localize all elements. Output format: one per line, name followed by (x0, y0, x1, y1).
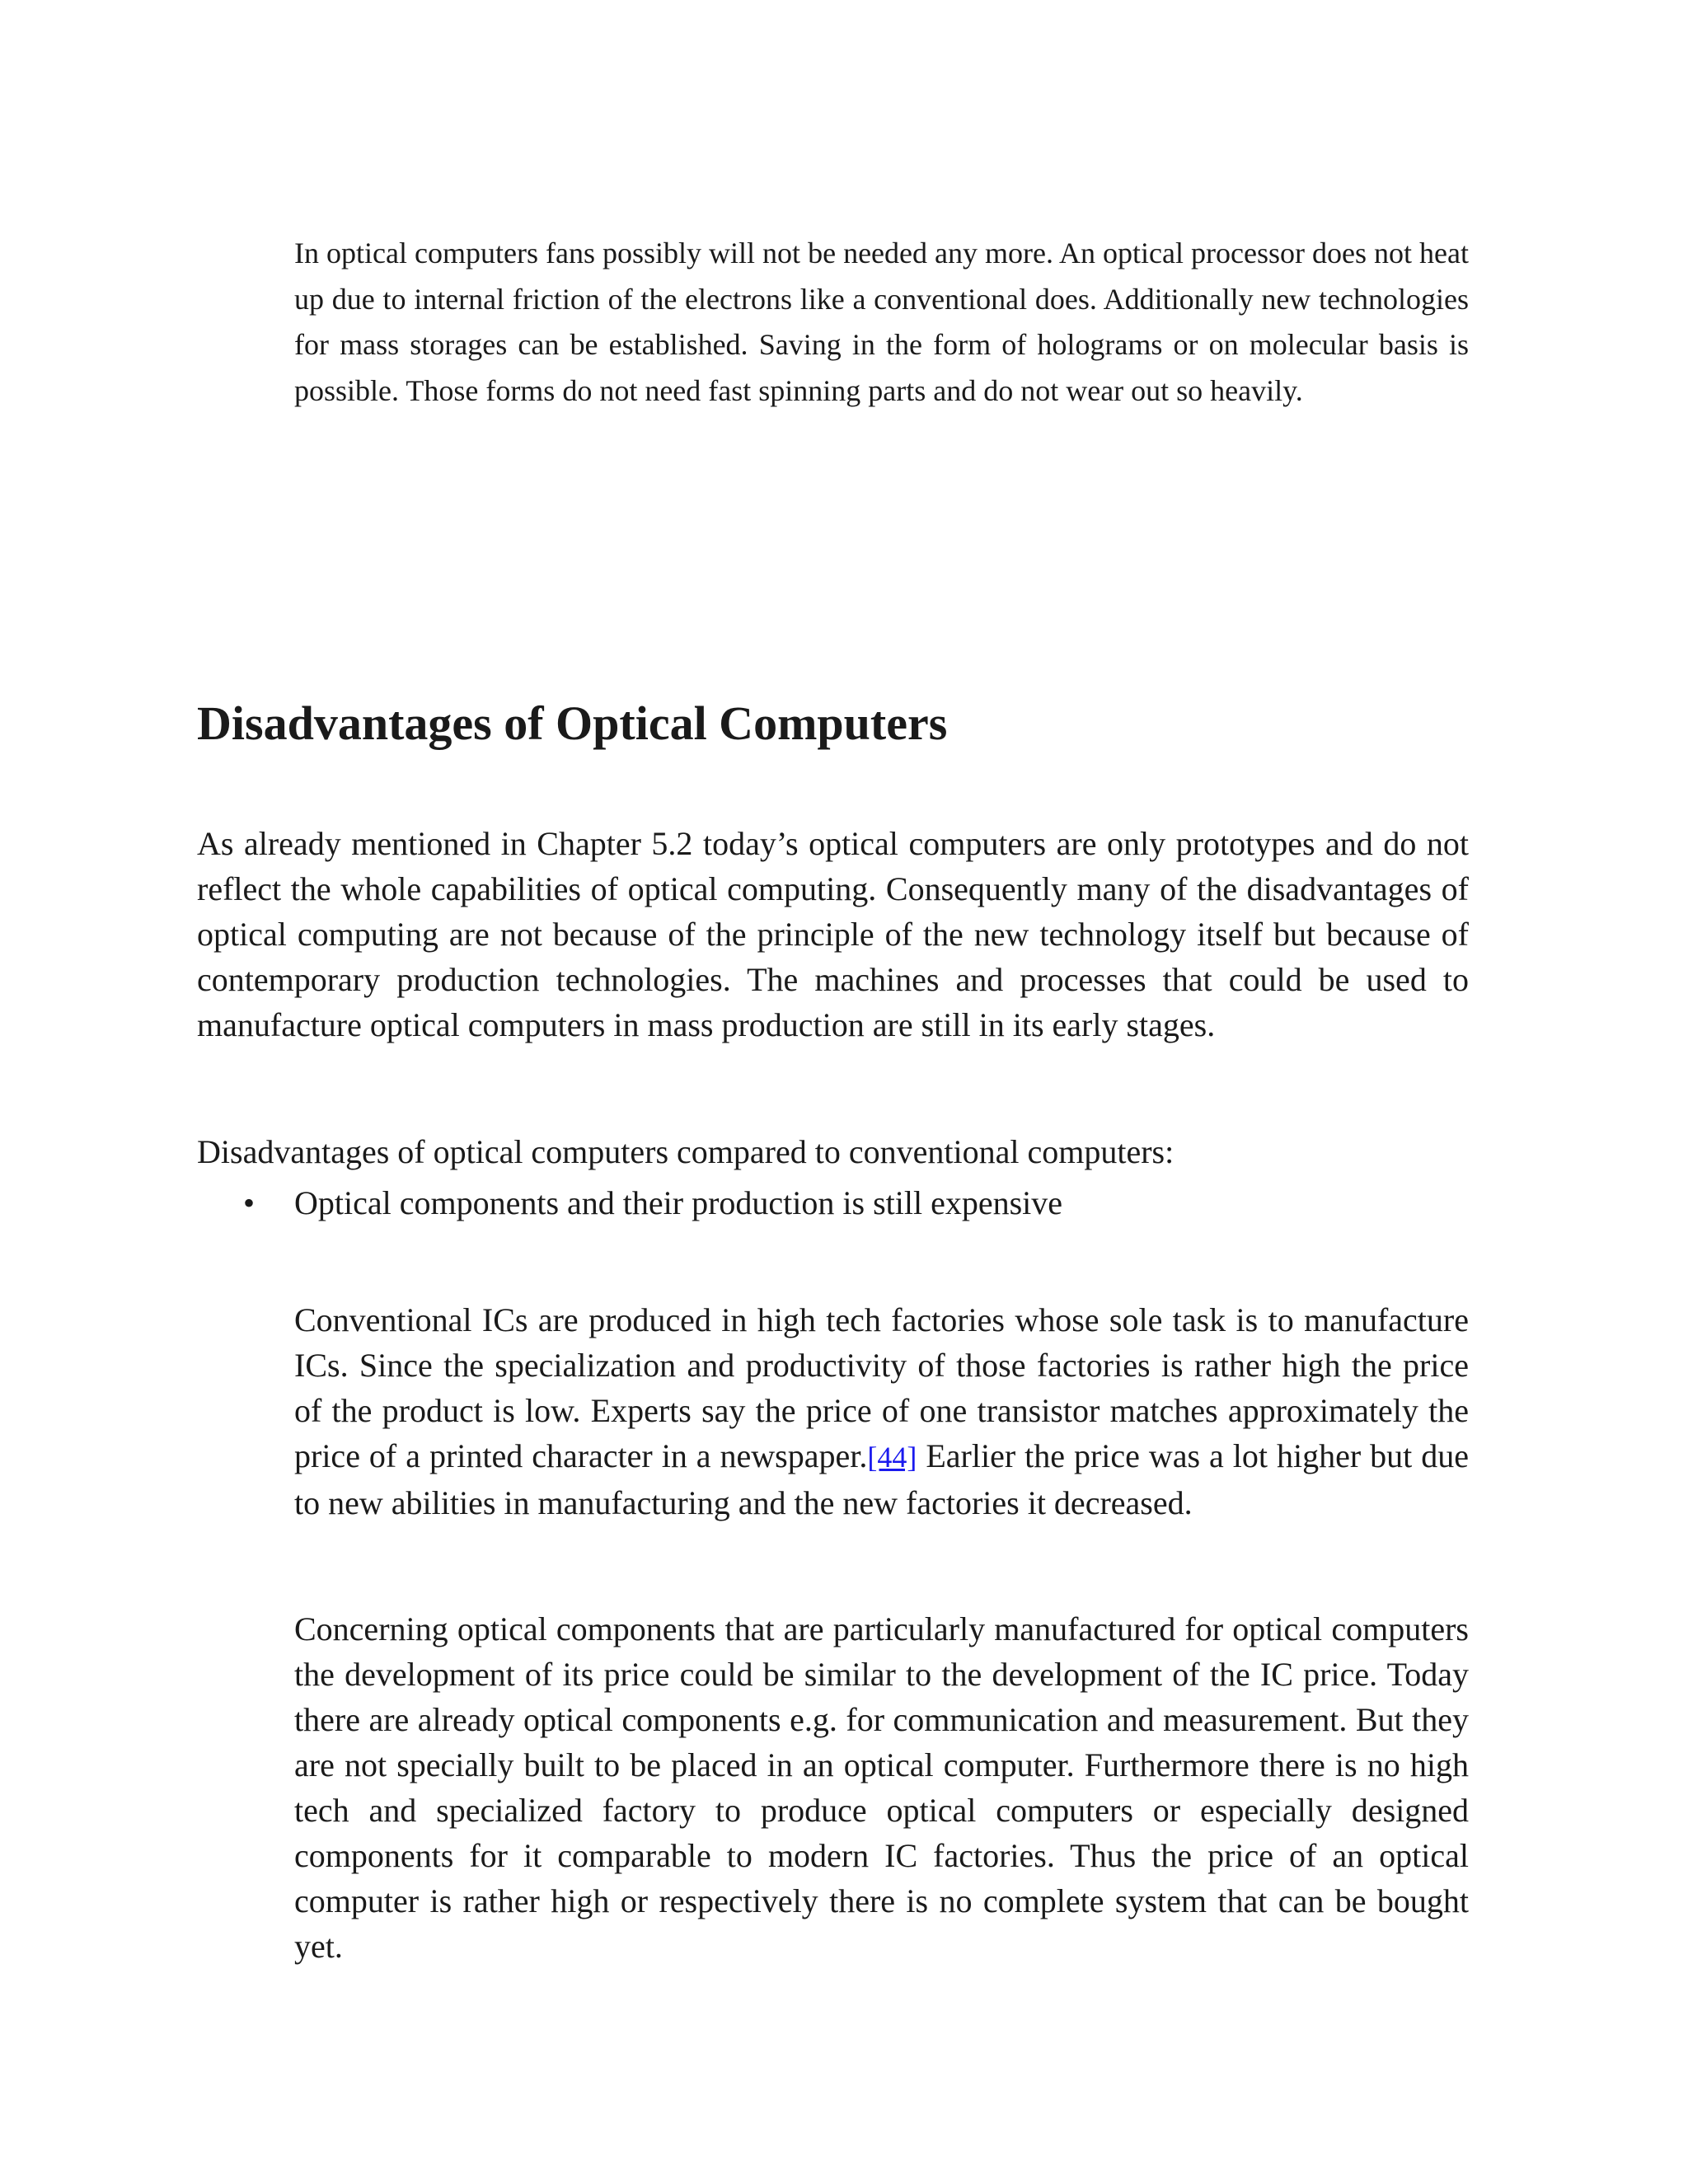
section-heading: Disadvantages of Optical Computers (197, 696, 948, 750)
paragraph-ic-price-text-start: Conventional ICs are produced in high tech factories whose sole task is to manufacture ICs. Since the specialization and productivity of those factories is rather high the price of the product is low. Experts say the price of one transistor matches approximately the price of a printed character in a newspaper. (294, 1301, 1469, 1474)
paragraph-ic-price-text-end: Earlier the price was a lot higher but due to new abilities in manufacturing and the new factories it decreased. (294, 1437, 1469, 1521)
paragraph-list-intro: Disadvantages of optical computers compared to conventional computers: (197, 1133, 1175, 1170)
intro-paragraph: In optical computers fans possibly will not be needed any more. An optical processor does not heat up due to internal friction of the electrons like a conventional does. Additionally new technologies for mass storages can be established. Saving in the form of holograms or on molecular basis is possible. Those forms do not need fast spinning parts and do not wear out so heavily. (294, 237, 1469, 407)
paragraph-ic-price (294, 1297, 1469, 1526)
bullet-icon: • (243, 1184, 256, 1221)
paragraph-optical-components-price: Concerning optical components that are particularly manufactured for optical computers the development of its price could be similar to the development of the IC price. Today there are already optical components e.g. for communication and measurement. But they are not specially built to be placed in an optical computer. Furthermore there is no high tech and specialized factory to produce optical computers or especially designed components for it comparable to modern IC factories. Thus the price of an optical computer is rather high or respectively there is no complete system that can be bought yet. (294, 1610, 1469, 1965)
reference-link[interactable]: [44] (867, 1441, 917, 1474)
paragraph-chapter-reference: As already mentioned in Chapter 5.2 today’s optical computers are only prototypes and do not reflect the whole capabilities of optical computing. Consequently many of the disadvantages of optical computing are not because of the principle of the new technology itself but because of contemporary production technologies. The machines and processes that could be used to manufacture optical computers in mass production are still in its early stages. (197, 825, 1469, 1043)
bullet-item-text: Optical components and their production is still expensive (294, 1184, 1063, 1221)
